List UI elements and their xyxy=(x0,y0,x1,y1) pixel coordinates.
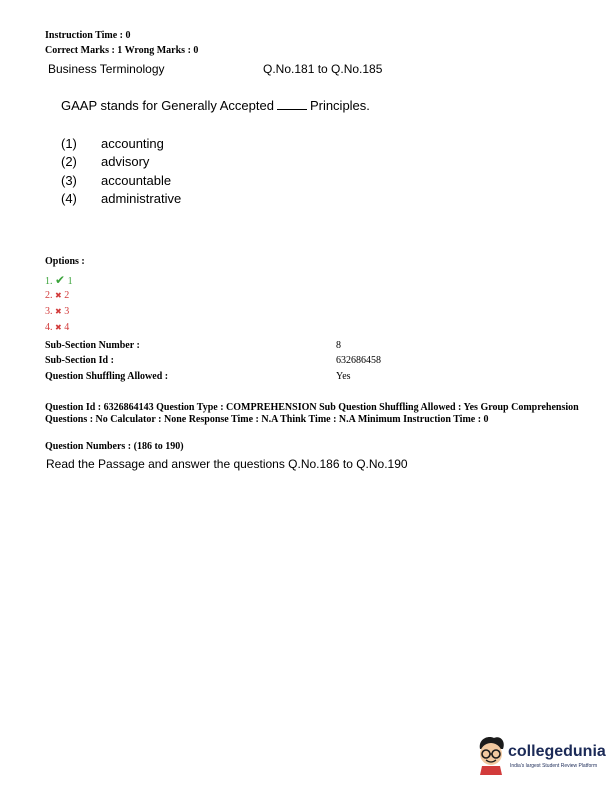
shuffling-value: Yes xyxy=(336,371,351,382)
question-info-details: Question Id : 6326864143 Question Type : COMPREHENSION Sub Question Shuffling Allowed : Yes Group Comprehension Questions : No Calculator : None Response Time : N.A Think Time : N.A Minimum Instruction Time : 0 xyxy=(45,402,579,425)
option-number: 1. xyxy=(45,276,53,287)
section-range: Q.No.181 to Q.No.185 xyxy=(263,62,383,76)
subsection-number-label: Sub-Section Number : xyxy=(45,340,140,351)
question-text xyxy=(61,98,370,113)
option-value: 2 xyxy=(64,290,70,301)
option-item xyxy=(45,306,69,317)
question-numbers: Question Numbers : (186 to 190) xyxy=(45,441,184,452)
choice-number: (1) xyxy=(61,136,77,151)
collegedunia-logo xyxy=(474,735,604,780)
logo-name: collegedunia xyxy=(508,743,606,760)
choice-text: advisory xyxy=(101,154,150,169)
question-text-after: Principles. xyxy=(309,98,370,113)
choice-number: (3) xyxy=(61,173,77,188)
marks-info: Correct Marks : 1 Wrong Marks : 0 xyxy=(45,45,199,56)
logo-tagline: India's largest Student Review Platform xyxy=(510,763,598,769)
option-value: 4 xyxy=(64,322,70,333)
cross-icon: ✖ xyxy=(55,323,62,332)
answer-blank xyxy=(277,99,307,110)
cross-icon: ✖ xyxy=(55,291,62,300)
option-value: 3 xyxy=(64,306,70,317)
passage-prompt: Read the Passage and answer the questions Q.No.186 to Q.No.190 xyxy=(46,457,408,471)
check-icon: ✔ xyxy=(55,273,66,287)
option-number: 3. xyxy=(45,306,53,317)
option-number: 2. xyxy=(45,290,53,301)
shuffling-label: Question Shuffling Allowed : xyxy=(45,371,169,382)
option-item xyxy=(45,290,69,301)
option-item-correct xyxy=(45,273,73,288)
subsection-number-value: 8 xyxy=(336,340,341,351)
cross-icon: ✖ xyxy=(55,307,62,316)
option-item xyxy=(45,322,69,333)
choice-number: (4) xyxy=(61,191,77,206)
subsection-id-value: 632686458 xyxy=(336,355,381,366)
choice-text: accountable xyxy=(101,173,172,188)
option-value: 1 xyxy=(67,276,73,287)
question-text-before: GAAP stands for Generally Accepted xyxy=(61,98,274,113)
subsection-id-label: Sub-Section Id : xyxy=(45,355,114,366)
options-label: Options : xyxy=(45,256,85,267)
instruction-time: Instruction Time : 0 xyxy=(45,30,131,41)
choice-number: (2) xyxy=(61,154,77,169)
choice-text: administrative xyxy=(101,191,182,206)
mascot-icon xyxy=(474,735,508,775)
section-title: Business Terminology xyxy=(48,62,165,76)
choice-text: accounting xyxy=(101,136,164,151)
option-number: 4. xyxy=(45,322,53,333)
